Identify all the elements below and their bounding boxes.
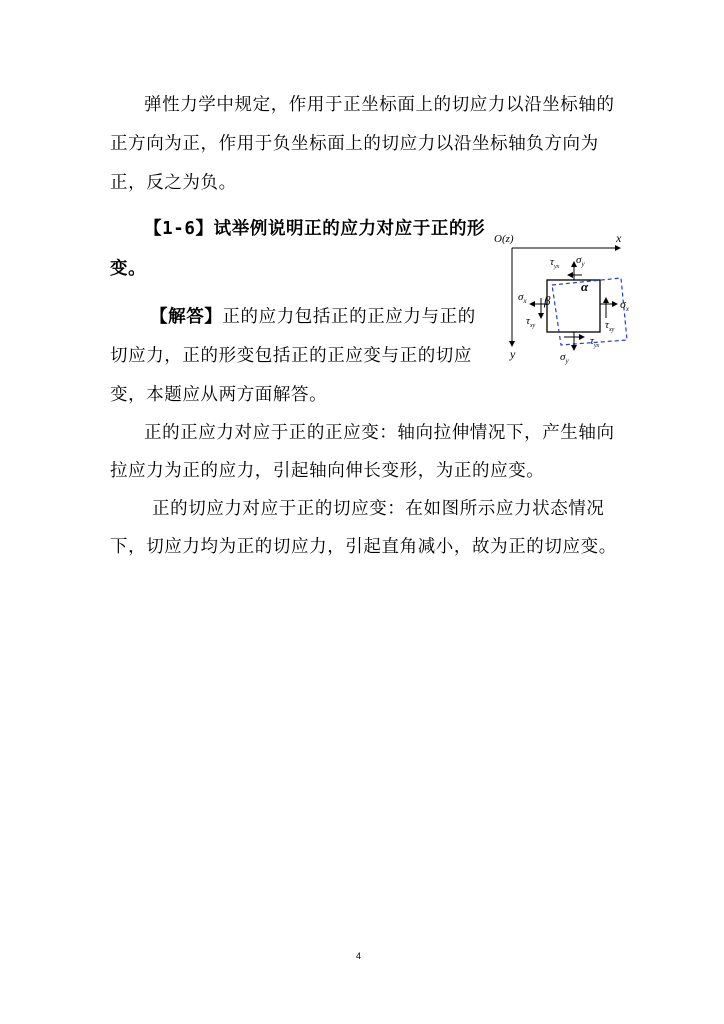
- question-text: 试举例说明正的应力对应于正的形: [213, 219, 486, 239]
- paragraph-line: 弹性力学中规定，作用于正坐标面上的切应力以沿坐标轴的: [144, 95, 615, 115]
- paragraph-line: 下，切应力均为正的切应力，引起直角减小，故为正的切应变。: [110, 537, 617, 557]
- answer-line: 切应力，正的形变包括正的正应变与正的切应: [110, 346, 472, 366]
- stress-state-diagram: [492, 228, 642, 368]
- answer-line: [150, 305, 476, 329]
- page-number: 4: [356, 951, 362, 961]
- answer-label: 【解答】: [150, 307, 223, 327]
- paragraph-line: 正的正应力对应于正的正应变：轴向拉伸情况下，产生轴向: [144, 423, 615, 443]
- paragraph-line: 正的切应力对应于正的切应变：在如图所示应力状态情况: [152, 499, 605, 519]
- beta-label: β: [544, 293, 551, 308]
- tau-xy-left-label: $\tau_{xy}$: [526, 315, 536, 329]
- answer-text: 正的应力包括正的正应力与正的: [222, 307, 476, 327]
- sigma-x-right-label: $\sigma_x$: [620, 297, 630, 313]
- sigma-y-bottom-label: $\sigma_y$: [560, 351, 569, 365]
- tau-xy-right-label: $\tau_{xy}$: [605, 319, 615, 333]
- bracket-open: 【: [144, 219, 163, 239]
- question-heading: [144, 217, 485, 241]
- element-square: [547, 280, 600, 332]
- question-heading-cont: 变。: [110, 259, 147, 279]
- sigma-y-top-label: $\sigma_y$: [576, 254, 585, 268]
- tau-yx-top-label: $\tau_{yx}$: [550, 256, 560, 270]
- origin-label: O(z): [494, 233, 514, 245]
- answer-line: 变，本题应从两方面解答。: [110, 385, 328, 405]
- tau-yx-bottom-label: $\tau_{yx}$: [590, 335, 600, 349]
- x-axis-label: x: [616, 231, 622, 245]
- y-axis-label: y: [510, 347, 516, 361]
- paragraph-line: 正，反之为负。: [110, 173, 237, 193]
- alpha-label: α: [581, 279, 589, 294]
- question-number: 1-6: [162, 219, 196, 239]
- bracket-close: 】: [195, 219, 214, 239]
- paragraph-line: 正方向为正，作用于负坐标面上的切应力以沿坐标轴负方向为: [110, 134, 599, 154]
- paragraph-line: 拉应力为正的应力，引起轴向伸长变形，为正的应变。: [110, 461, 545, 481]
- sigma-x-left-label: $\sigma_x$: [518, 291, 527, 305]
